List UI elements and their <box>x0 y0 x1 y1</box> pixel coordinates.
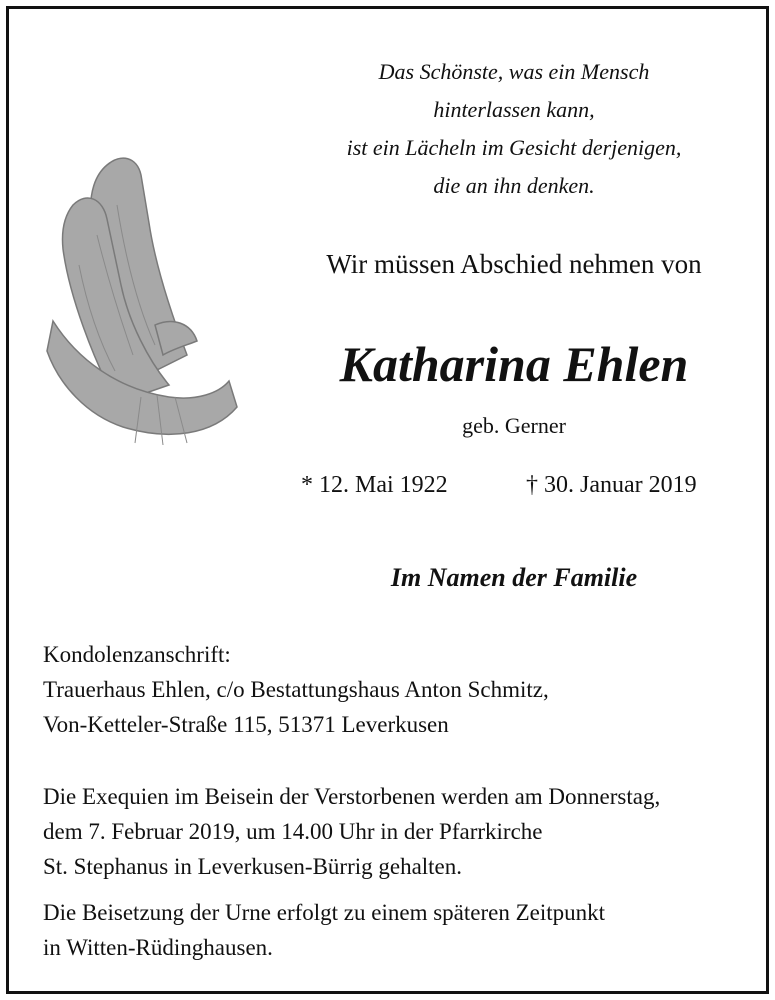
obituary-card <box>6 6 769 994</box>
service-line: St. Stephanus in Leverkusen-Bürrig gehalten. <box>43 854 463 879</box>
condolence-line: Trauerhaus Ehlen, c/o Bestattungshaus Anton Schmitz, <box>43 677 549 702</box>
poem-line: die an ihn denken. <box>433 173 595 198</box>
burial-line: Die Beisetzung der Urne erfolgt zu einem späteren Zeitpunkt <box>43 900 606 925</box>
burial-line: in Witten-Rüdinghausen. <box>43 935 273 960</box>
farewell-intro: Wir müssen Abschied nehmen von <box>326 249 702 279</box>
deceased-name: Katharina Ehlen <box>339 336 689 392</box>
birth-date: * 12. Mai 1922 <box>301 472 448 498</box>
condolence-address <box>43 637 763 742</box>
burial-notice <box>43 895 763 965</box>
condolence-line: Kondolenzanschrift: <box>43 642 231 667</box>
death-date: † 30. Januar 2019 <box>526 472 697 498</box>
poem-line: hinterlassen kann, <box>433 97 595 122</box>
poem <box>259 53 769 205</box>
maiden-name: geb. Gerner <box>462 413 566 438</box>
condolence-line: Von-Ketteler-Straße 115, 51371 Leverkusen <box>43 712 449 737</box>
family-signature: Im Namen der Familie <box>390 563 638 592</box>
poem-line: Das Schönste, was ein Mensch <box>378 59 650 84</box>
service-notice <box>43 779 763 884</box>
poem-line: ist ein Lächeln im Gesicht derjenigen, <box>346 135 682 160</box>
service-line: dem 7. Februar 2019, um 14.00 Uhr in der Pfarrkirche <box>43 819 543 844</box>
service-line: Die Exequien im Beisein der Verstorbenen werden am Donnerstag, <box>43 784 661 809</box>
praying-hands-icon <box>37 145 247 455</box>
